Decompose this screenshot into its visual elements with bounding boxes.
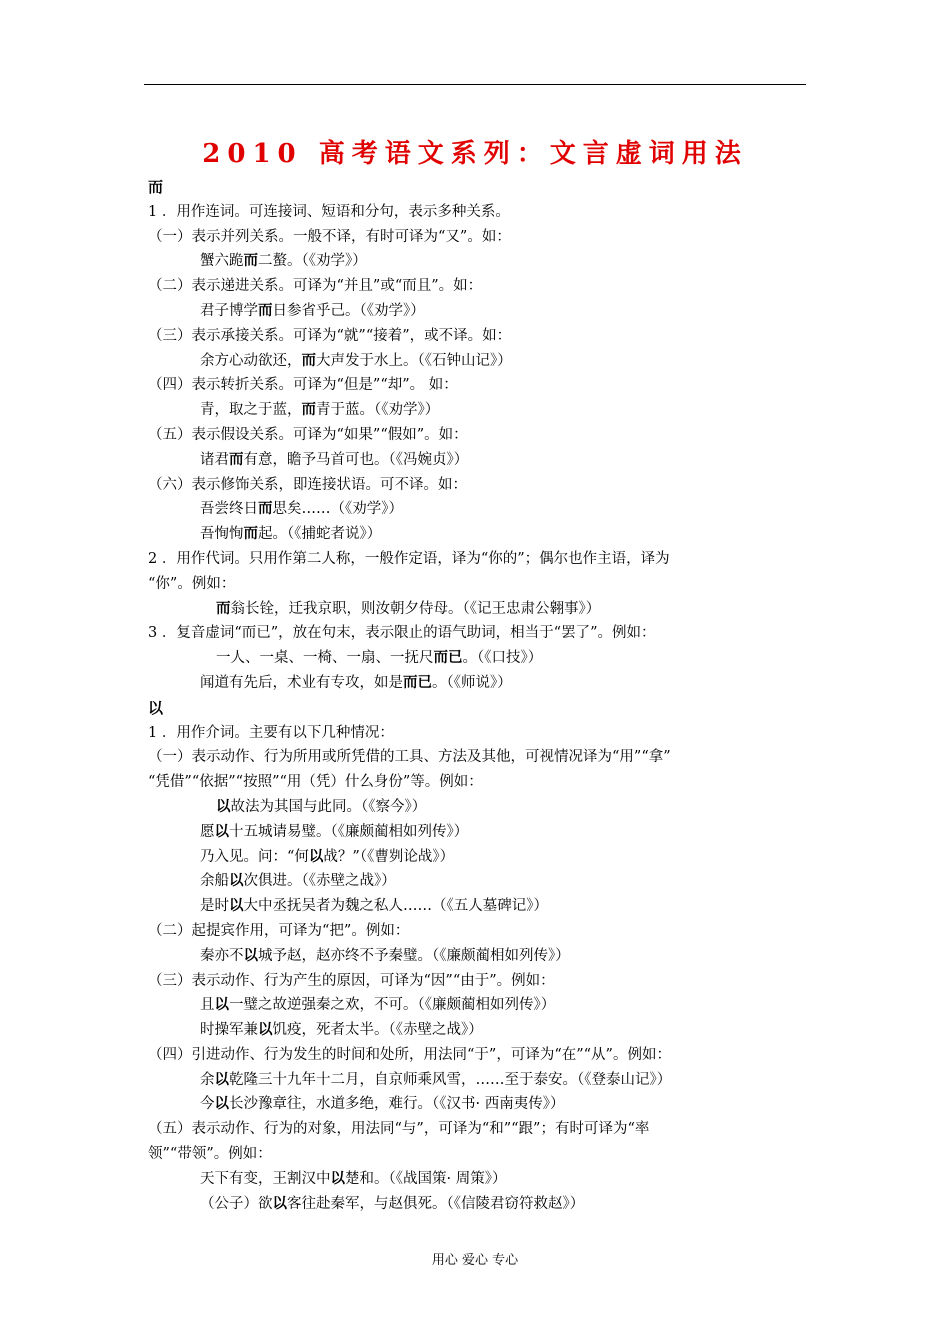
text-line <box>148 646 806 671</box>
text-line <box>148 373 806 398</box>
text-run: 余船 <box>200 873 229 890</box>
text-run: 天下有变，王割汉中 <box>200 1170 331 1187</box>
text-run: 领”“带领”。例如： <box>148 1146 272 1163</box>
text-run: 。（《师说》） <box>432 674 512 691</box>
page-footer: 用心 爱心 专心 <box>431 1253 519 1268</box>
keyword: 而 <box>258 501 273 518</box>
text-line <box>148 572 806 597</box>
text-line <box>148 1117 806 1142</box>
text-run: （四）表示转折关系。可译为“但是”“却”。 如： <box>148 377 458 394</box>
text-run: 1 ．用作连词。可连接词、短语和分句，表示多种关系。 <box>148 203 510 220</box>
text-run: 时操军兼 <box>200 1022 258 1039</box>
text-run: （四）引进动作、行为发生的时间和处所，用法同“于”，可译为“在”“从”。例如： <box>148 1046 671 1063</box>
document-body <box>148 175 806 1216</box>
keyword: 而已 <box>403 674 432 691</box>
text-line <box>148 1142 806 1167</box>
keyword: 而 <box>216 600 231 617</box>
text-run: 城予赵，赵亦终不予秦璧。（《廉颇蔺相如列传》） <box>258 947 570 964</box>
text-line <box>148 944 806 969</box>
text-run: 蟹六跪 <box>200 253 244 270</box>
text-line <box>148 745 806 770</box>
text-run: 今 <box>200 1096 215 1113</box>
text-line <box>148 597 806 622</box>
text-line <box>148 299 806 324</box>
text-run: 是时 <box>200 898 229 915</box>
text-line <box>148 423 806 448</box>
keyword: 而 <box>301 402 316 419</box>
text-run: 翁长铨，迁我京职，则汝朝夕侍母。（《记王忠肃公翱事》） <box>230 600 601 617</box>
text-run: 1 ．用作介词。主要有以下几种情况： <box>148 724 394 741</box>
text-line <box>148 770 806 795</box>
text-run: 余 <box>200 1071 215 1088</box>
text-line <box>148 497 806 522</box>
text-run: 3 ．复音虚词“而已”，放在句末，表示限止的语气助词，相当于“罢了”。例如： <box>148 625 656 642</box>
text-run: （六）表示修饰关系，即连接状语。可不译。如： <box>148 476 467 493</box>
text-run: 。（《口技》） <box>462 650 543 667</box>
text-line <box>148 1092 806 1117</box>
text-line <box>148 349 806 374</box>
text-line <box>148 324 806 349</box>
text-line <box>148 448 806 473</box>
text-run: 乾隆三十九年十二月，自京师乘风雪，……至于泰安。（《登泰山记》） <box>229 1071 672 1088</box>
keyword: 以 <box>214 997 229 1014</box>
text-line <box>148 621 806 646</box>
header-rule <box>144 84 806 85</box>
text-line <box>148 547 806 572</box>
text-run: 二螯。（《劝学》） <box>258 253 367 270</box>
text-line <box>148 274 806 299</box>
keyword: 以 <box>330 1170 345 1187</box>
text-run: （一）表示并列关系。一般不译，有时可译为“又”。如： <box>148 228 511 245</box>
text-line <box>148 894 806 919</box>
text-run: 青于蓝。（《劝学》） <box>316 402 440 419</box>
text-run: （公子）欲 <box>200 1195 273 1212</box>
text-line <box>148 795 806 820</box>
text-run: 故法为其国与此同。（《察今》） <box>230 798 427 815</box>
text-run: （二）起提宾作用，可译为“把”。例如： <box>148 922 410 939</box>
text-run: 青，取之于蓝， <box>200 402 302 419</box>
text-line <box>148 869 806 894</box>
keyword: 以 <box>214 1071 229 1088</box>
keyword: 以 <box>258 1022 273 1039</box>
keyword: 而 <box>301 352 316 369</box>
text-run: 秦亦不 <box>200 947 244 964</box>
text-line <box>148 1043 806 1068</box>
text-run: 客往赴秦军，与赵俱死。（《信陵君窃符救赵》） <box>287 1195 585 1212</box>
text-run: 十五城请易璧。（《廉颇蔺相如列传》） <box>229 823 469 840</box>
keyword: 而 <box>243 526 258 543</box>
text-run: 愿 <box>200 823 215 840</box>
text-run: （三）表示动作、行为产生的原因，可译为“因”“由于”。例如： <box>148 972 555 989</box>
text-run: （五）表示动作、行为的对象，用法同“与”，可译为“和”“跟”；有时可译为“率 <box>148 1121 650 1138</box>
text-run: 起。（《捕蛇者说》） <box>258 526 382 543</box>
keyword: 而 <box>229 451 244 468</box>
keyword: 以 <box>216 798 231 815</box>
text-run: 闻道有先后，术业有专攻，如是 <box>200 674 403 691</box>
keyword: 以 <box>229 873 244 890</box>
text-run: （三）表示承接关系。可译为“就”“接着”，或不译。如： <box>148 327 512 344</box>
text-line <box>148 845 806 870</box>
text-run: 思矣……（《劝学》） <box>272 501 403 518</box>
text-run: “你”。例如： <box>148 575 236 592</box>
keyword: 而 <box>243 253 258 270</box>
text-run: 一人、一桌、一椅、一扇、一抚尺 <box>216 650 434 667</box>
text-run: 战？”（《曹刿论战》） <box>323 848 455 865</box>
text-run: 一璧之故逆强秦之欢，不可。（《廉颇蔺相如列传》） <box>229 997 556 1014</box>
text-run: 大中丞抚吴者为魏之私人……（《五人墓碑记》） <box>243 898 548 915</box>
text-line <box>148 671 806 696</box>
text-line <box>148 1167 806 1192</box>
keyword: 而 <box>258 302 273 319</box>
text-run: （一）表示动作、行为所用或所凭借的工具、方法及其他，可视情况译为“用”“拿” <box>148 749 671 766</box>
text-run: 且 <box>200 997 215 1014</box>
text-run: 有意，瞻予马首可也。（《冯婉贞》） <box>243 451 469 468</box>
keyword: 以 <box>214 823 229 840</box>
text-line <box>148 993 806 1018</box>
keyword: 以 <box>308 848 324 865</box>
text-line <box>148 1018 806 1043</box>
text-run: 楚和。（《战国策· 周策》） <box>345 1170 507 1187</box>
text-run: （二）表示递进关系。可译为“并且”或“而且”。如： <box>148 278 483 295</box>
text-run: 诸君 <box>200 451 229 468</box>
text-run: 长沙豫章往，水道多绝，难行。（《汉书· 西南夷传》） <box>229 1096 565 1113</box>
text-run: 余方心动欲还， <box>200 352 302 369</box>
text-line <box>148 473 806 498</box>
text-line <box>148 1068 806 1093</box>
keyword: 以 <box>229 898 244 915</box>
text-line <box>148 1192 806 1217</box>
text-line <box>148 820 806 845</box>
text-run: 君子博学 <box>200 302 258 319</box>
text-line <box>148 969 806 994</box>
keyword: 以 <box>272 1195 287 1212</box>
text-line <box>148 200 806 225</box>
text-line <box>148 522 806 547</box>
text-run: 乃入见。问：“何 <box>200 848 309 865</box>
keyword: 以 <box>243 947 258 964</box>
page-title: 2010 高考语文系列：文言虚词用法 <box>202 139 748 169</box>
text-line <box>148 721 806 746</box>
text-line <box>148 225 806 250</box>
text-line <box>148 249 806 274</box>
text-run: 吾恂恂 <box>200 526 244 543</box>
text-run: 日参省乎己。（《劝学》） <box>272 302 425 319</box>
section-heading: 以 <box>148 698 164 717</box>
text-line <box>148 398 806 423</box>
text-run: “凭借”“依据”“按照”“用（凭）什么身份”等。例如： <box>148 774 483 791</box>
text-run: （五）表示假设关系。可译为“如果”“假如”。如： <box>148 426 468 443</box>
text-run: 饥疫，死者太半。（《赤壁之战》） <box>272 1022 483 1039</box>
section-heading: 而 <box>148 178 164 196</box>
keyword: 而已 <box>433 650 463 667</box>
keyword: 以 <box>214 1096 229 1113</box>
text-line <box>148 919 806 944</box>
text-run: 吾尝终日 <box>200 501 258 518</box>
text-run: 次俱进。（《赤壁之战》） <box>243 873 396 890</box>
text-run: 大声发于水上。（《石钟山记》） <box>316 352 512 369</box>
text-run: 2 ．用作代词。只用作第二人称，一般作定语，译为“你的”；偶尔也作主语，译为 <box>148 550 670 567</box>
